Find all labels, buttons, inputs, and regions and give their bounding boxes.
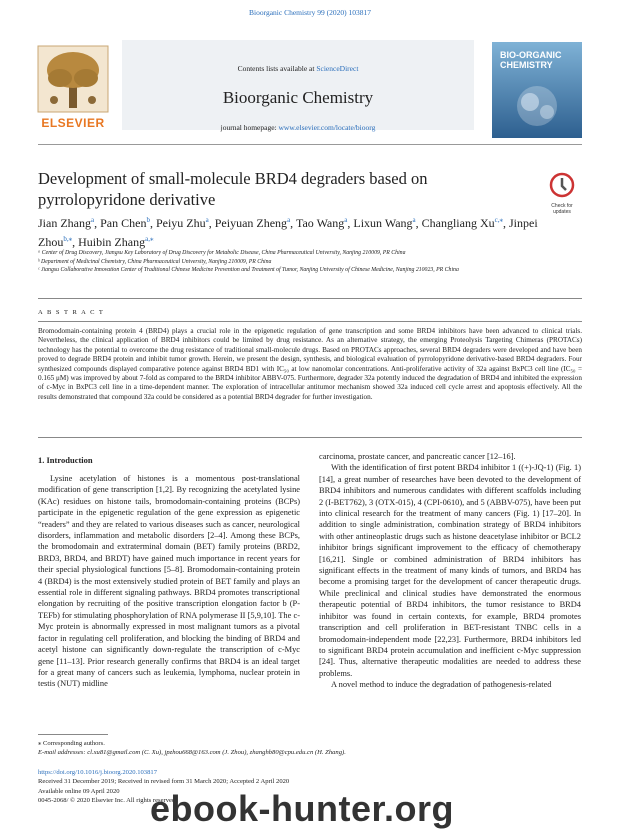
abstract-text: Bromodomain-containing protein 4 (BRD4) plays a crucial role in the epigenetic regulation of gene transcription and some BRD4 inhibitors have been advanced to clinical trials. Nevertheless, the clinical application of BRD4 inhibitors could be limited by drug resistance. As an alternative strategy, the emerging Proteolysis Targeting Chimeras (PROTACs) technology has the potential to overcome the drug resistance of traditional small-molecule drugs. Based on PROTACs approaches, several BRD4 degraders were developed and have been proved to degrade BRD4 protein and inhibit tumor growth. Herein, we present the design, synthesis, and biological evaluation of pyrrolopyridone derivative-based BRD4 degraders. Four synthesized compounds displayed comparative potence against BRD4 BD1 with IC₅₀ at low nanomolar concentrations. Anti-proliferative activity of 32a against BxPC3 cell line (IC₅₀ = 0.165 μM) was improved by about 7-fold as compared to the BRD4 inhibitor ABBV-075. Furthermore, degrader 32a potently induced the degradation of BRD4 and inhibited the expression of c-Myc in BxPC3 cell line in a time-dependent manner. The exploration of intracellular antitumor mechanism showed 32a induced cell cycle arrest and apoptosis effectively. All the results demonstrated that compound 32a could be considered as a potential BRD4 degrader for further investigation. — [38, 327, 582, 401]
author-name[interactable]: Changliang Xu — [421, 216, 495, 230]
affiliation-c: ᶜ Jiangsu Collaborative Innovation Center of Traditional Chinese Medicine Prevention and Treatment of Tumor, Nanjing University of Chinese Medicine, Nanjing 210023, PR China — [38, 267, 459, 273]
footnote-divider — [38, 734, 108, 735]
author-affiliation-mark[interactable]: c,⁎ — [494, 216, 503, 224]
paragraph: Lysine acetylation of histones is a momentous post-translational modification of gene transcription [1,2]. By recognizing the acetylated lysine (KAc) residues on histone tails, bromodomain-containing proteins (BCPs) participate in the epigenetic regulation of the gene expression as epigenetic “readers” and they are related to various diseases such as cancer, neurological disorders, inflammation and metabolic disorders [2–4]. Among these BCPs, the bromodomain and extraterminal domain (BET) family proteins (BRD2, BRD3, BRD4, and BRDT) have gained much importance in recent years for their special physiological functions [5–8]. Bromodomain-containing protein 4 (BRD4) is the most extensively studied protein of BET family and plays an essential role in different signaling pathways. BRD4 promotes transcriptional elongation by recruiting of the positive transcription elongation factor b (P-TEFb) for stimulating phosphorylation of RNA polymerase II [5,9,10]. The c-Myc protein is abnormally expressed in most malignant tumors as a pivotal factor in regulating cell proliferation, and blocking the binding of BRD4 and acetyl histone can significantly down-regulate the transcription of c-Myc gene [11–13]. Prior research generally confirms that BRD4 is an ideal target for a great many of cancers such as leukemia, lymphoma, nuclear protein in testis (NUT) midline — [38, 474, 300, 689]
cover-title: BIO-ORGANIC CHEMISTRY — [500, 50, 562, 70]
journal-cover — [492, 42, 582, 138]
author-name[interactable]: Jian Zhang — [38, 216, 91, 230]
author-name[interactable]: Pan Chen — [100, 216, 147, 230]
author-affiliation-mark[interactable]: b,⁎ — [63, 235, 73, 243]
header-center-panel — [122, 40, 474, 130]
cover-art-icon — [492, 42, 582, 138]
author-name[interactable]: Tao Wang — [295, 216, 345, 230]
copyright: 0045-2068/ © 2020 Elsevier Inc. All rights reserved. — [38, 796, 177, 804]
journal-name: Bioorganic Chemistry — [222, 88, 374, 107]
abstract-heading: A B S T R A C T — [38, 309, 105, 316]
body-column-left — [38, 473, 300, 690]
doi-link[interactable]: https://doi.org/10.1016/j.bioorg.2020.103817 — [38, 769, 157, 776]
author-affiliation-mark[interactable]: a — [205, 216, 209, 224]
homepage-link[interactable]: www.elsevier.com/locate/bioorg — [278, 123, 376, 132]
author-name[interactable]: Lixun Wang — [353, 216, 413, 230]
paragraph: carcinoma, prostate cancer, and pancreatic cancer [12–16]. — [319, 452, 516, 461]
paragraph: A novel method to induce the degradation of pathogenesis-related — [331, 680, 552, 690]
contents-line — [122, 64, 474, 73]
author-name[interactable]: Peiyu Zhu — [155, 216, 206, 230]
check-for-updates-badge[interactable] — [545, 172, 579, 215]
affiliation-b: ᵇ Department of Medicinal Chemistry, China Pharmaceutical University, Nanjing 210009, PR China — [38, 258, 272, 265]
author-name[interactable]: Peiyuan Zheng — [214, 216, 288, 230]
badge-label: Check for updates — [551, 203, 573, 215]
author-name[interactable]: Jinpei Zhou — [38, 216, 538, 249]
author-affiliation-mark[interactable]: a — [91, 216, 95, 224]
affiliation-a: ᵃ Center of Drug Discovery, Jiangsu Key Laboratory of Drug Discovery for Metabolic Disease, China Pharmaceutical University, Nanjing 210009, PR China — [38, 250, 406, 256]
author-affiliation-mark[interactable]: a — [287, 216, 291, 224]
divider — [38, 298, 582, 299]
check-updates-icon — [545, 172, 579, 198]
footnotes — [38, 739, 578, 757]
journal-homepage — [122, 123, 474, 132]
author-affiliation-mark[interactable]: a,⁎ — [145, 235, 154, 243]
publisher-name: ELSEVIER — [41, 116, 105, 130]
received-dates: Received 31 December 2019; Received in revised form 31 March 2020; Accepted 2 April 2020 — [38, 778, 290, 786]
body-column-right — [319, 451, 581, 691]
sciencedirect-link[interactable]: ScienceDirect — [316, 64, 359, 73]
divider — [38, 437, 582, 438]
article-title: Development of small-molecule BRD4 degraders based on pyrrolopyridone derivative — [38, 169, 428, 209]
contents-prefix: Contents lists available at — [237, 64, 315, 73]
author-affiliation-mark[interactable]: b — [146, 216, 150, 224]
watermark: ebook-hunter.org — [150, 788, 454, 829]
section-heading-introduction: 1. Introduction — [38, 455, 93, 465]
paragraph: With the identification of first potent BRD4 inhibitor 1 ((+)-JQ-1) (Fig. 1) [14], a great number of researches have been devoted to the development of BRD4 inhibitors and numerous candidates with different scaffolds including 2 (I-BET762), 3 (OTX-015), 4 (CPI-0610), and 5 (ABBV-075), have been put into clinical research for the treatment of many cancers (Fig. 1) [17–20]. In addition to single administration, combination strategy of BRD4 inhibitors with other antineoplastic drugs such as histone deacetylase inhibitor or BCL2 inhibitor brings significant improvement to the efficacy of chemotherapy [16,21]. Single or combined administration of BRD4 inhibitors has significant effects in the treatment of many kinds of tumors, and BRD4 has become a promising target for the development of cancer therapeutic drugs. While preclinical and clinical studies have demonstrated the enormous therapeutic potential of BRD4 inhibitors, the tumor resistance to BRD4 inhibitor was found in certain contexts, for example, BRD4 promotes transcription and cell proliferation in BET-resistant TNBC cells in a bromodomain-independent mode [22,23]. Furthermore, BRD4 inhibitors led to significant BRD4 protein accumulation and inefficient c-Myc suppression [24]. Thus, alternative therapeutic modalities are needed to address these problems. — [319, 463, 581, 678]
divider — [38, 321, 582, 322]
affiliations — [38, 249, 568, 275]
journal-reference[interactable]: Bioorganic Chemistry 99 (2020) 103817 — [249, 8, 371, 17]
online-date: Available online 09 April 2020 — [38, 787, 120, 795]
homepage-prefix: journal homepage: — [220, 123, 277, 132]
author-name[interactable]: Huibin Zhang — [78, 235, 146, 249]
email-addresses[interactable]: E-mail addresses: cl.xu81@gmail.com (C. Xu), jpzhou668@163.com (J. Zhou), zhanghb80@cpu.edu.cn (H. Zhang). — [38, 749, 346, 756]
author-affiliation-mark[interactable]: a — [412, 216, 416, 224]
corresponding-note: ⁎ Corresponding authors. — [38, 740, 105, 747]
elsevier-logo — [36, 44, 110, 130]
author-affiliation-mark[interactable]: a — [344, 216, 348, 224]
author-list: Jian Zhang$^a$, Pan Chen$^b$, Peiyu Zhu$^a$, Peiyuan Zheng$^a$, Tao Wang$^a$, Lixun Wang$^a$, Changliang $Xu^{c,⁎}$, Jinpei Zhou$^{b,⁎}$, Huibin Zhang$^{a,⁎}$ — [38, 216, 538, 249]
